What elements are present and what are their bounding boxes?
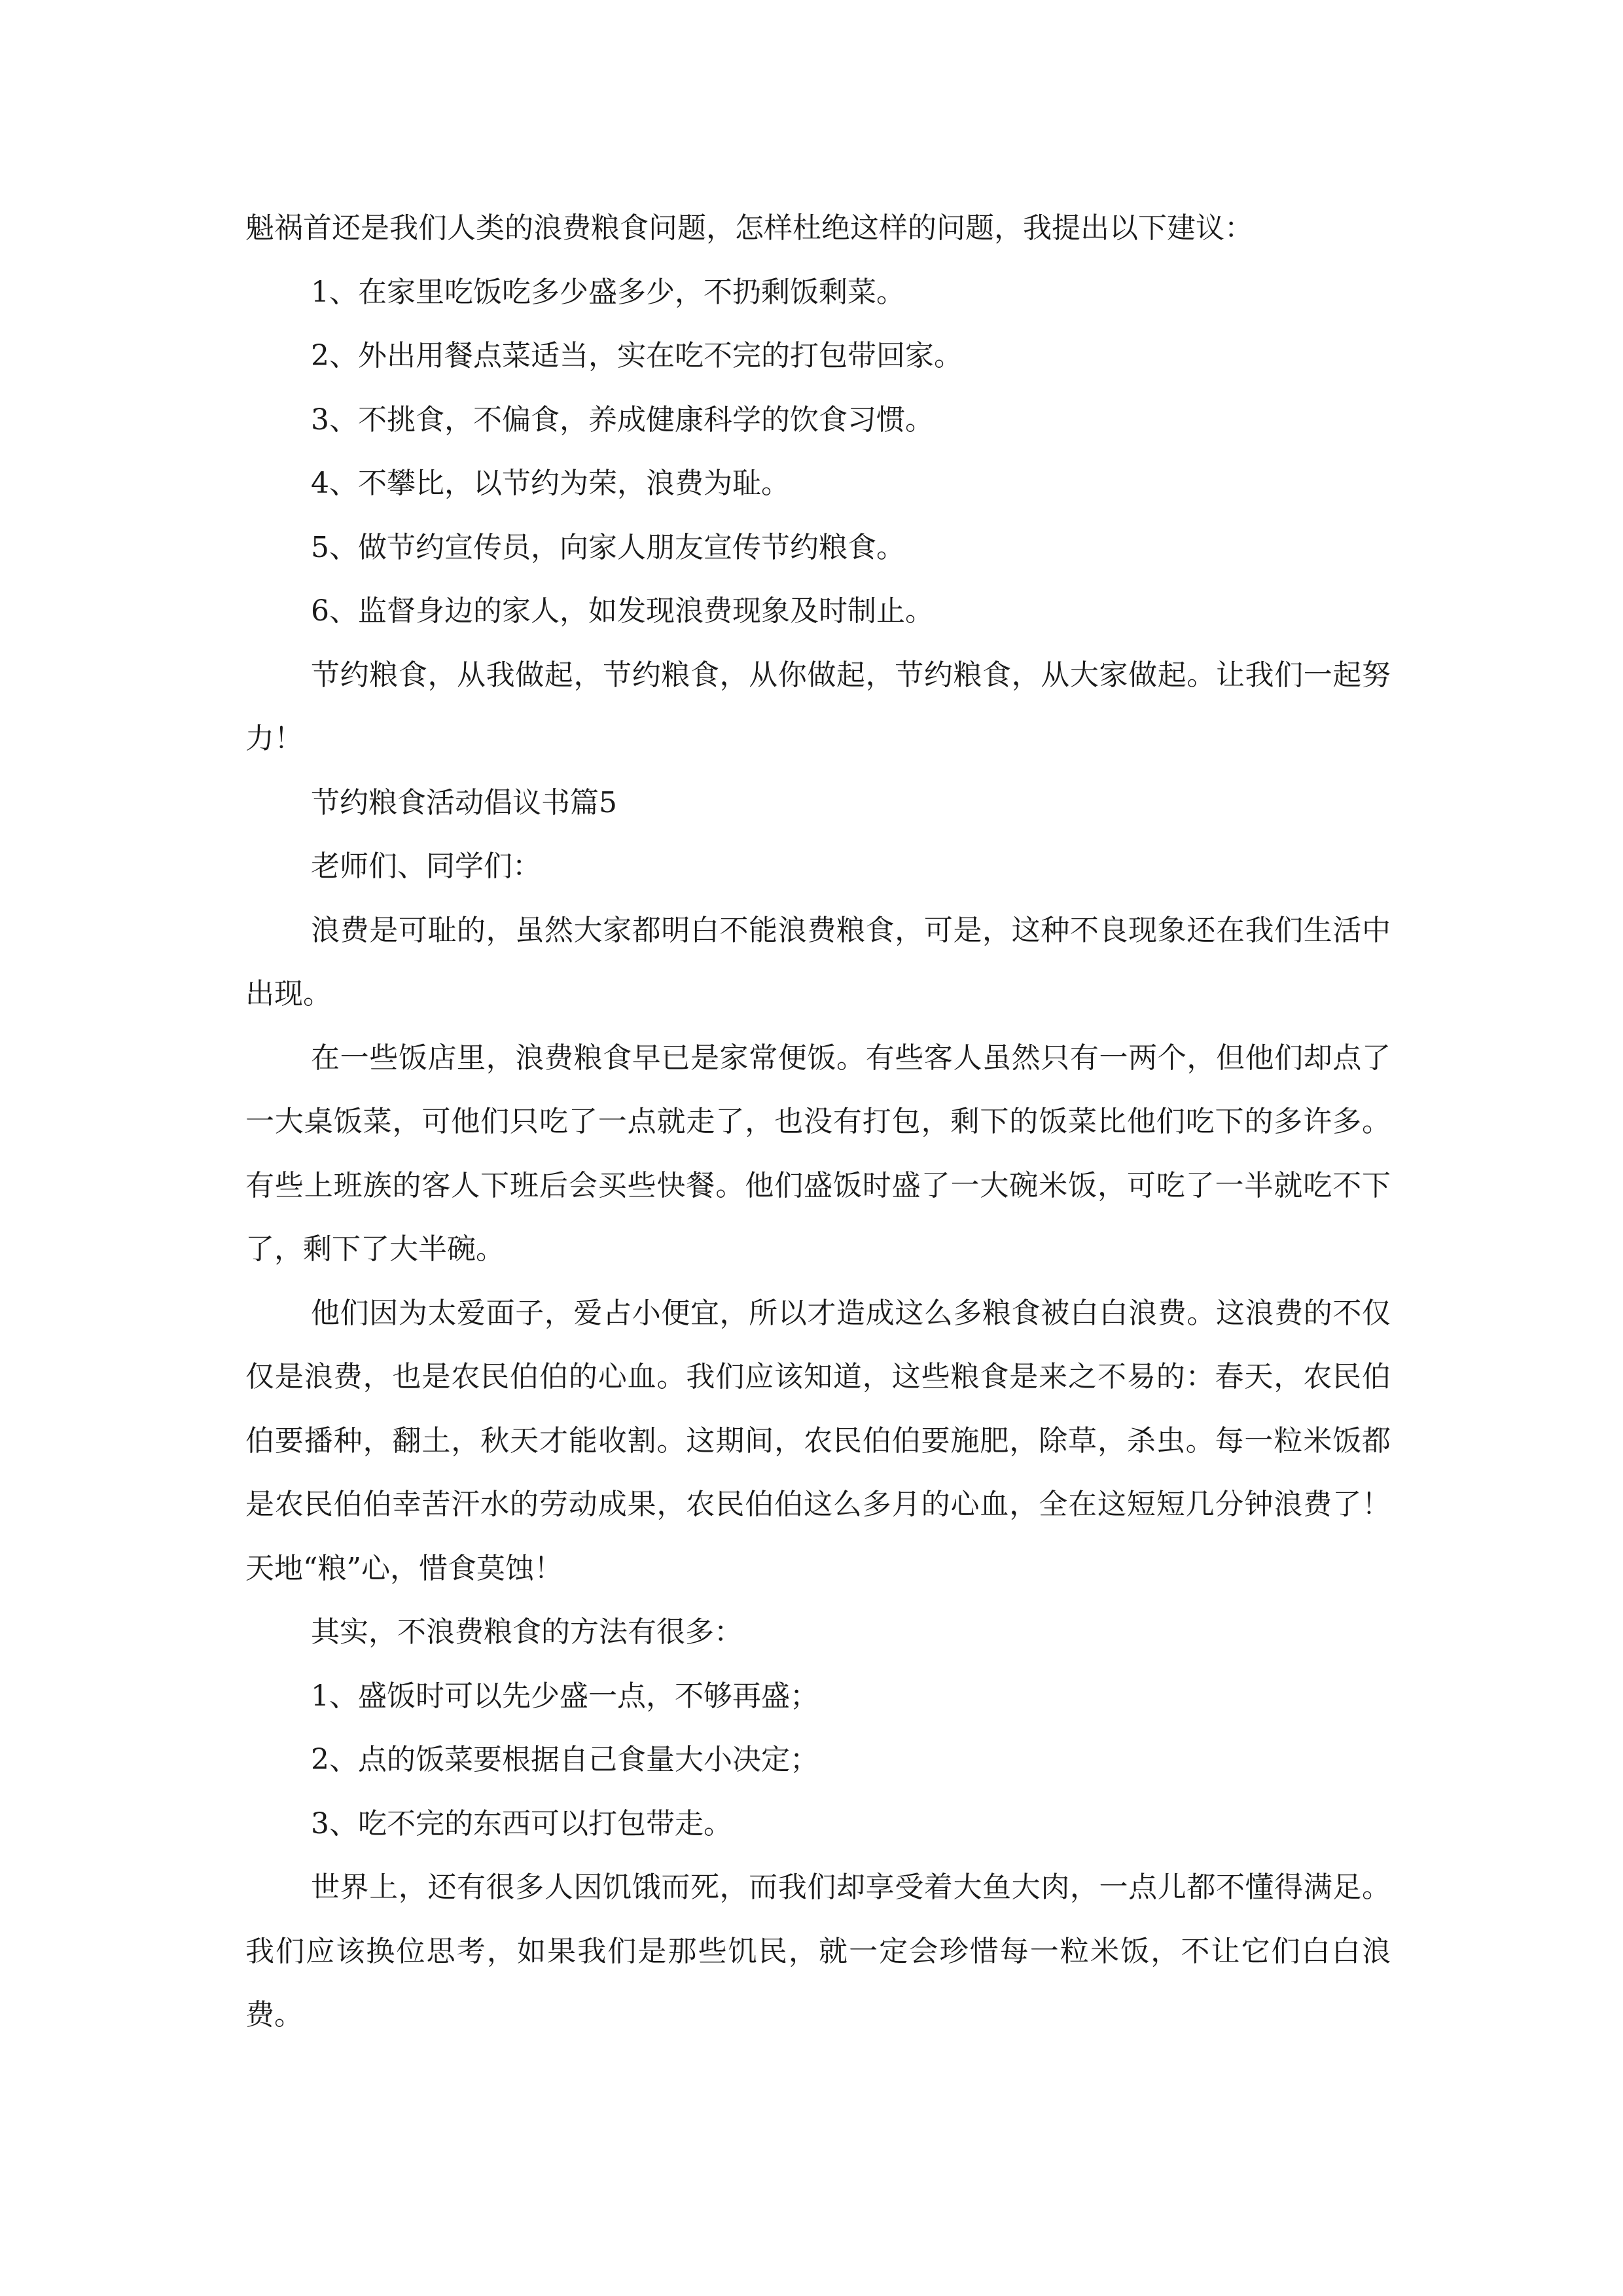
suggestion-item-4: 4、不攀比，以节约为荣，浪费为耻。 bbox=[311, 467, 790, 500]
suggestion-item-3: 3、不挑食，不偏食，养成健康科学的饮食习惯。 bbox=[311, 403, 934, 437]
method-item-2: 2、点的饭菜要根据自己食量大小决定； bbox=[311, 1743, 819, 1776]
body-paragraph: 其实，不浪费粮食的方法有很多： bbox=[311, 1615, 743, 1649]
suggestion-item-6: 6、监督身边的家人，如发现浪费现象及时制止。 bbox=[311, 594, 934, 628]
method-item-3: 3、吃不完的东西可以打包带走。 bbox=[311, 1806, 732, 1840]
body-paragraph: 在一些饭店里，浪费粮食早已是家常便饭。有些客人虽然只有一两个，但他们却点了一大桌饭菜，可他们只吃了一点就走了，也没有打包，剩下的饭菜比他们吃下的多许多。有些上班族的客人下班后会买些快餐。他们盛饭时盛了一大碗米饭，可吃了一半就吃不下了，剩下了大半碗。 bbox=[245, 1041, 1391, 1266]
suggestion-item-2: 2、外出用餐点菜适当，实在吃不完的打包带回家。 bbox=[311, 339, 963, 372]
paragraph-continuation: 魁祸首还是我们人类的浪费粮食问题，怎样杜绝这样的问题，我提出以下建议： bbox=[245, 211, 1253, 245]
suggestion-item-1: 1、在家里吃饭吃多少盛多少，不扔剩饭剩菜。 bbox=[311, 275, 905, 309]
closing-paragraph: 节约粮食，从我做起，节约粮食，从你做起，节约粮食，从大家做起。让我们一起努力！ bbox=[245, 658, 1391, 755]
suggestion-item-5: 5、做节约宣传员，向家人朋友宣传节约粮食。 bbox=[311, 530, 905, 564]
body-paragraph: 世界上，还有很多人因饥饿而死，而我们却享受着大鱼大肉，一点儿都不懂得满足。我们应该换位思考，如果我们是那些饥民，就一定会珍惜每一粒米饭，不让它们白白浪费。 bbox=[245, 1871, 1391, 2032]
body-paragraph: 他们因为太爱面子，爱占小便宜，所以才造成这么多粮食被白白浪费。这浪费的不仅仅是浪费，也是农民伯伯的心血。我们应该知道，这些粮食是来之不易的：春天，农民伯伯要播种，翻土，秋天才能收割。这期间，农民伯伯要施肥，除草，杀虫。每一粒米饭都是农民伯伯幸苦汗水的劳动成果，农民伯伯这么多月的心血，全在这短短几分钟浪费了！天地“粮”心，惜食莫蚀！ bbox=[245, 1296, 1391, 1585]
document-body bbox=[245, 196, 1391, 2047]
section-title: 节约粮食活动倡议书篇5 bbox=[311, 785, 617, 819]
body-paragraph: 浪费是可耻的，虽然大家都明白不能浪费粮食，可是，这种不良现象还在我们生活中出现。 bbox=[245, 913, 1391, 1011]
method-item-1: 1、盛饭时可以先少盛一点，不够再盛； bbox=[311, 1679, 819, 1713]
salutation: 老师们、同学们： bbox=[311, 850, 541, 883]
